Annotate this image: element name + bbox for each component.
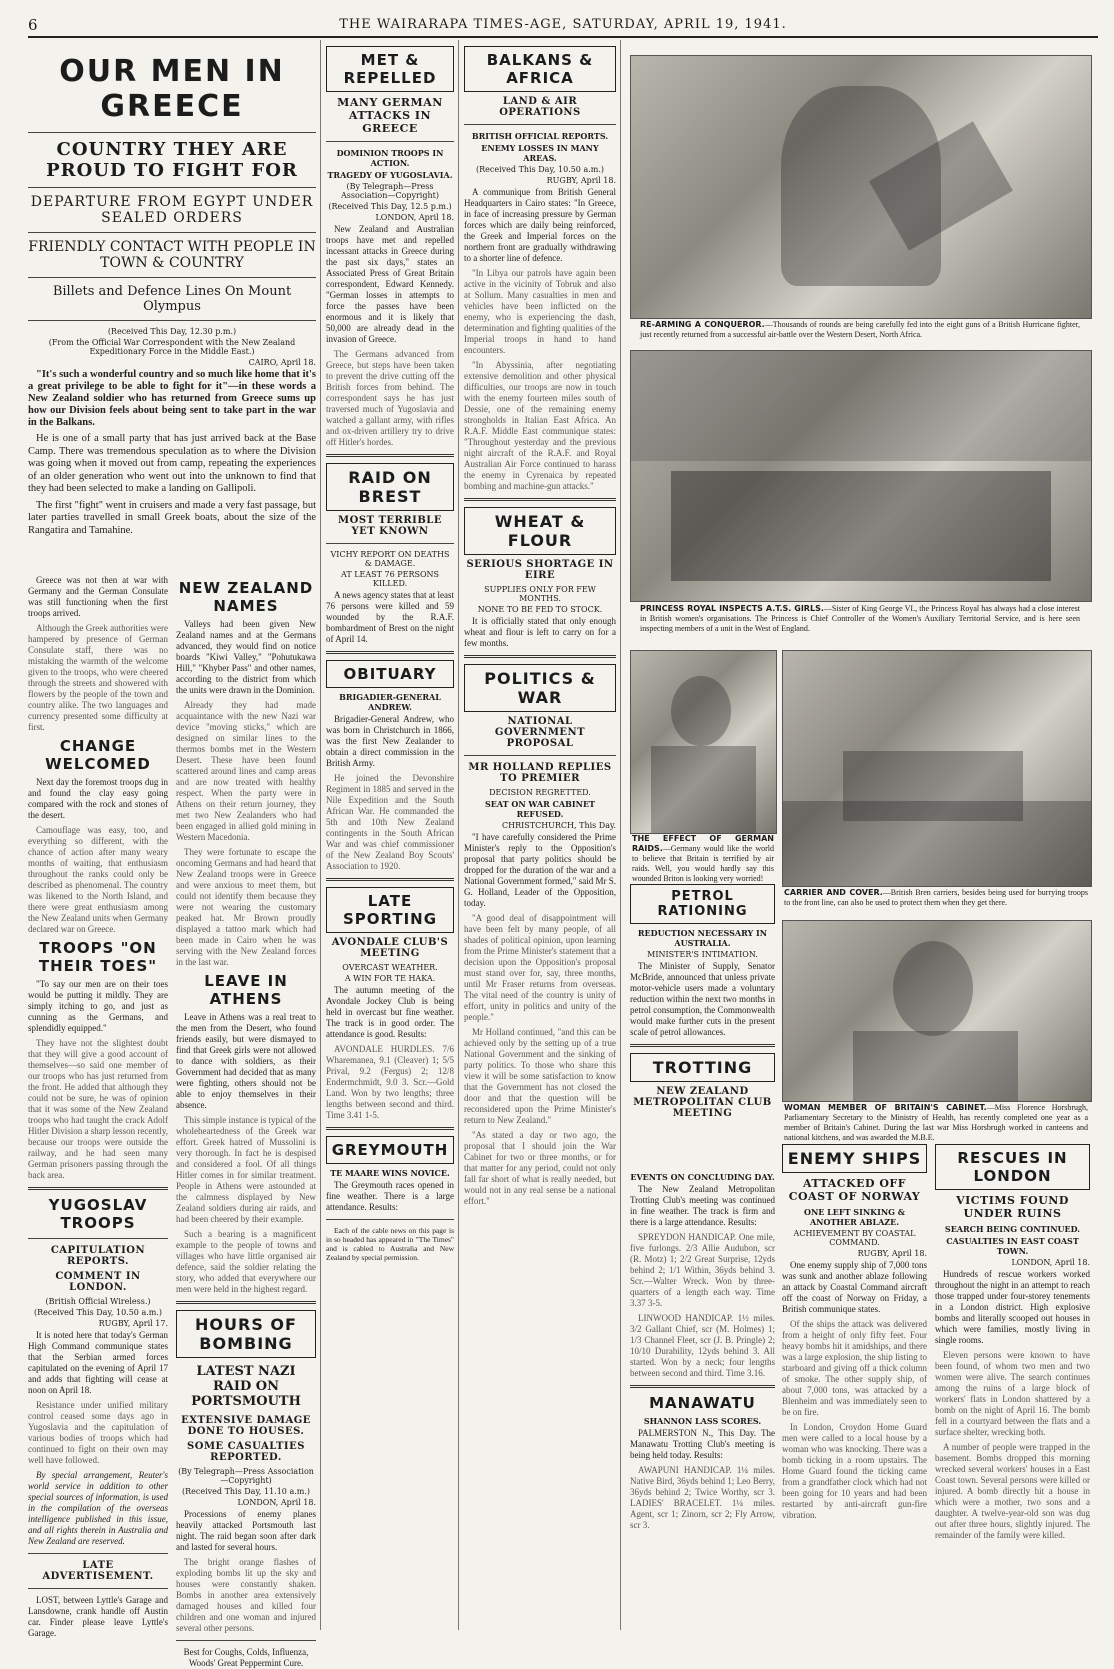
photo-princess-royal-ats [630, 350, 1092, 602]
dateline: (Received This Day, 11.10 a.m.) [182, 1487, 310, 1496]
met-subhead-3: TRAGEDY OF YUGOSLAVIA. [327, 170, 453, 180]
lead-headline: OUR MEN IN GREECE [59, 54, 285, 124]
lead-subhead: COUNTRY THEY ARE PROUD TO FIGHT FOR [46, 139, 298, 181]
ships-subhead-3: ACHIEVEMENT BY COASTAL COMMAND. [793, 1229, 916, 1247]
hours-of-bombing-headline: HOURS OF BOMBING [176, 1310, 316, 1358]
lead-subhead-2: DEPARTURE FROM EGYPT UNDER SEALED ORDERS [30, 194, 314, 226]
sporting-subhead-3: A WIN FOR TE HAKA. [344, 974, 436, 983]
source-line: (By Telegraph—Press Association—Copyright) [341, 182, 439, 200]
story-paragraph: The Minister of Supply, Senator McBride, announced that unless private motor-vehicle users made a voluntary reduction within the next two months in petrol consumption, the Commonwealth would make further cuts in the present scale of petrol allowances. [630, 961, 775, 1037]
story-paragraph: The first "fight" went in cruisers and made a very fast passage, but later parties travelled in small Greek boats, about the size of the Rangatira and Tamahine. [28, 499, 316, 536]
story-paragraph: New Zealand and Australian troops have met and repelled incessant attacks in Greece during the past six days," states an Associated Press of Great Britain correspondent, Edward Kennedy. "German losses in attempts to force the passes have been enormous and it is likely that 50,000 are already dead in the invasion of Greece. [326, 224, 454, 344]
caption-text: —Germany would like the world to believe that Britain is terrified by air raids. Well, you would hardly say this wounded Briton is looking very worried! [632, 844, 774, 883]
balkans-subhead: LAND & AIR OPERATIONS [499, 96, 581, 118]
placeline: RUGBY, April 18. [857, 1249, 927, 1258]
placeline: CHRISTCHURCH, This Day. [501, 821, 616, 830]
wheat-subhead-2: SUPPLIES ONLY FOR FEW MONTHS. [484, 585, 596, 603]
nz-names-headline: NEW ZEALAND NAMES [178, 579, 314, 615]
raid-subhead-2: VICHY REPORT ON DEATHS & DAMAGE. [330, 550, 450, 568]
petrol-subhead: REDUCTION NECESSARY IN AUSTRALIA. [637, 928, 768, 948]
dateline: (Received This Day, 10.50 a.m.) [34, 1308, 162, 1317]
photo-hurricane-rearming [630, 55, 1092, 319]
trotting-subhead-2: EVENTS ON CONCLUDING DAY. [630, 1172, 775, 1182]
caption-wounded-briton [632, 834, 774, 884]
greymouth-headline: GREYMOUTH [326, 1136, 454, 1164]
caption-princess-royal [640, 604, 1080, 634]
subcolumn-1a: Greece was not then at war with Germany and the German Consulate was still functioning when the first troops arrived. Although the Greek authorities were hampered by presence of German Consulate staff, there was no mistaking the warmth of the welcome given to the troops, who were cheered through the streets and showered with flowers by the people of the town and country alike. The two languages and currency presented some difficulty at first. CHANGE WELCOMED Next day the foremost troops dug in and found the clay easy going compared with the rock and stones of the desert. Camouflage was easy, too, and everything so different, with the chance of action after many weary months of waiting, that enthusiasm throughout the ranks could only be described as phenomenal. The country was likened to the North Island, and there were great enthusiasm among the New Zealand units when Germany declared war on Greece. TROOPS "ON THEIR TOES" "To say our men are on their toes would be putting it mildly. They are simply itching to go, and just as cunning as the Germans, and splendidly equipped." They have not the slightest doubt that they will give a good account of themselves—so said one member of our troops who has just returned from the front. He added that although they could not be sure, he was of opinion that it was some of the New Zealand troops who had taught the crack Adolf Hitler Division a sharp lesson recently, because our troops were outside the railway, and he had seen many German prisoners passing through the back area. YUGOSLAV TROOPS CAPITULATION REPORTS. COMMENT IN LONDON. (British Official Wireless.) (Received This Day, 10.50 a.m.) RUGBY, April 17. It is noted here that today's German High Command communique states that the Serbian armed forces capitulated on the evening of April 17 and adds that fighting will cease at noon on April 18. Resistance under unified military control ceased some days ago in Yugoslavia and the capitulation of various bodies of troops which had continued to fight on their own may well have followed. By special arrangement, Reuter's world service in addition to other special sources of information, is used in the compilation of the overseas intelligence published in this issue, and all rights therein in Australia and New Zealand are reserved. LATE ADVERTISEMENT. LOST, between Lyttle's Garage and Lansdowne, crank handle off Austin car. Finder please leave Lyttle's Garage. [28, 575, 168, 1638]
column-3: MET & REPELLED MANY GERMAN ATTACKS IN GREECE DOMINION TROOPS IN ACTION. TRAGEDY OF YUGOSLAVIA. (By Telegraph—Press Association—Copyright) (Received This Day, 12.5 p.m.) LONDON, April 18. New Zealand and Australian troops have met and repelled incessant attacks in Greece during the past six days," states an Associated Press of Great Britain correspondent, Edward Kennedy. "German losses in attempts to force the passes have been enormous and it is likely that 50,000 are already dead in the invasion of Greece. The Germans advanced from Greece, but steps have been taken to prevent the drive cutting off the British forces from behind. The correspondent says he has just traversed much of Yugoslavia and watched a gallant army, with rifles and ox-driven artillery try to drive off Hitler's hordes. RAID ON BREST MOST TERRIBLE YET KNOWN VICHY REPORT ON DEATHS & DAMAGE. AT LEAST 76 PERSONS KILLED. A news agency states that at least 76 persons were killed and 59 wounded by the R.A.F. bombardment of Brest on the night of April 14. OBITUARY BRIGADIER-GENERAL ANDREW. Brigadier-General Andrew, who was born in Christchurch in 1866, was the first New Zealander to obtain a direct commission in the British Army. He joined the Devonshire Regiment in 1885 and served in the Nile Expedition and the South African War. He commanded the 5th and 10th New Zealand contingents in the South African War and was chief commissioner of the New Zealand Boy Scouts' Association to 1920. LATE SPORTING AVONDALE CLUB'S MEETING OVERCAST WEATHER. A WIN FOR TE HAKA. The autumn meeting of the Avondale Jockey Club is being held in overcast but fine weather. The track is in good order. The attendance is good. Results: AVONDALE HURDLES. 7/6 Wharemanea, 9.1 (Cleaver) 1; 5/5 Prival, 9.2 (Fergus) 2; 12/8 Endermchmidt, 9.0 3. Scr.—Gold Land. Won by two lengths; three lengths between second and third. Time 3.41 1-5. GREYMOUTH TE MAARE WINS NOVICE. The Greymouth races opened in fine weather. There is a large attendance. Results: Each of the cable news on this page is in so headed has appeared in "The Times" and is cabled to Australia and New Zealand by special permission. [326, 42, 454, 1632]
story-paragraph: Valleys had been given New Zealand names and at the Germans advanced, they would find on notice boards "Kiwi Valley," "Pohutukawa Hill," "Khyber Pass" and other names, according to the district from which the units were drawn in the Dominion. [176, 619, 316, 695]
photo-wounded-briton [630, 650, 777, 834]
hours-subhead: LATEST NAZI RAID ON PORTSMOUTH [191, 1364, 301, 1409]
manawatu-headline: MANAWATU [649, 1394, 756, 1412]
met-repelled-headline: MET & REPELLED [326, 46, 454, 92]
column-5b: EVENTS ON CONCLUDING DAY. The New Zealand Metropolitan Trotting Club's meeting was continued in fine weather. The track is firm and there is a large attendance. Results: SPREYDON HANDICAP. One mile, five furlongs. 2/3 Allie Audubon, scr (R. Motz) 1; 2/2 Great Surprise, 12yds behind 2; 1/1 Within, 36yds behind 3. Scr.—Walter Wreck. Won by three-quarters of a length each way. Time 3.37 3-5. LINWOOD HANDICAP. 1½ miles. 3/2 Gallant Chief, scr (M. Holmes) 1; 1/3 Channel Fleet, scr (J. B. Pringle) 2; 10/10 Durability, 12yds behind 3. All started. Won by a neck; four lengths between second and third. Time 3.16. MANAWATU SHANNON LASS SCORES. PALMERSTON N., This Day. The Manawatu Trotting Club's meeting is being held today. Results: AWAPUNI HANDICAP. 1¼ miles. Native Bird, 36yds behind 1; Leo Berry, 36yds behind 2; Twice Worthy, scr 3. LADIES' BRACELET. 1¼ miles. Agent, scr 1; Zinorn, scr 2; Fly Arrow, scr 3. [630, 1172, 775, 1530]
caption-text: —British Bren carriers, besides being used for burrying troops to the front line, can also be used to protect them when they get there. [784, 888, 1088, 907]
source-line: (By Telegraph—Press Association—Copyright) [178, 1467, 314, 1485]
story-paragraph: "I have carefully considered the Prime Minister's reply to the Opposition's proposal that party politics should be dropped for the duration of the war and a National Government formed," said Mr S. G. Holland, Leader of the Opposition, today. [464, 832, 616, 908]
balkans-subhead-3: ENEMY LOSSES IN MANY AREAS. [481, 143, 599, 163]
petrol-subhead-2: MINISTER'S INTIMATION. [647, 950, 758, 959]
column-rule [320, 40, 321, 1630]
raid-on-brest-headline: RAID ON BREST [326, 463, 454, 511]
ad-peppermint-cure: Best for Coughs, Colds, Influenza, Woods' Great Peppermint Cure. [183, 1647, 309, 1668]
rescues-in-london-headline: RESCUES IN LONDON [935, 1144, 1090, 1190]
source-line: (From the Official War Correspondent with the New Zealand Expeditionary Force in the Middle East.) [48, 338, 296, 356]
politics-subhead: NATIONAL GOVERNMENT PROPOSAL [494, 716, 586, 749]
story-paragraph: PALMERSTON N., This Day. The Manawatu Trotting Club's meeting is being held today. Results: [630, 1428, 775, 1460]
sporting-subhead-2: OVERCAST WEATHER. [342, 963, 438, 972]
lead-paragraph: "It's such a wonderful country and so much like home that it's a great privilege to be able to fight for it"—in these words a New Zealand soldier who has returned from Greece sums up how our Division feels about being sent to take part in the war in the Balkans. [28, 369, 316, 428]
hours-subhead-3: SOME CASUALTIES REPORTED. [187, 1441, 305, 1463]
story-paragraph: Greece was not then at war with Germany and the German Consulate was still functioning when the first troops arrived. [28, 575, 168, 618]
story-paragraph: He is one of a small party that has just arrived back at the Base Camp. There was tremendous speculation as to where the Division was going when it moved out from camp, repeating the experiences of an older generation who went out into the unknown to find that they had been selected to make a landing on Gallipoli. [28, 433, 316, 494]
story-paragraph: "To say our men are on their toes would be putting it mildly. They are simply itching to go, and just as cunning as the Germans, and splendidly equipped." [28, 979, 168, 1033]
story-paragraph: The Greymouth races opened in fine weather. There is a large attendance. Results: [326, 1180, 454, 1212]
sporting-subhead: AVONDALE CLUB'S MEETING [331, 937, 449, 959]
wheat-subhead: SERIOUS SHORTAGE IN EIRE [466, 559, 614, 581]
caption-text: —Miss Florence Horsbrugh, Parliamentary Secretary to the Ministry of Health, has recently completed one year as a member of Britain's Cabinet. During the last war Miss Horsbrugh worked in canteens and national kitchens, and was awarded the M.B.E. [784, 1103, 1088, 1142]
enemy-ships-headline: ENEMY SHIPS [782, 1144, 927, 1173]
caption-title: THE EFFECT OF GERMAN RAIDS. [632, 834, 774, 853]
politics-subhead-4: SEAT ON WAR CABINET REFUSED. [484, 799, 595, 819]
photo-bren-carriers [782, 650, 1092, 887]
caption-text: —Sister of King George VI., the Princess Royal has always had a close interest in British women's organisations. The Princess is Chief Controller of the Women's Auxiliary Territorial Service, and is here seen inspecting members of a unit in the West of England. [640, 604, 1080, 633]
yugoslav-troops-headline: YUGOSLAV TROOPS [48, 1196, 148, 1232]
column-rule [458, 40, 459, 1630]
placeline: CAIRO, April 18. [248, 358, 316, 367]
trotting-subhead: NEW ZEALAND METROPOLITAN CLUB MEETING [633, 1086, 772, 1119]
page-number: 6 [28, 16, 39, 34]
caption-title: RE-ARMING A CONQUEROR. [640, 320, 765, 329]
subhead-troops-on-toes: TROOPS "ON THEIR TOES" [38, 939, 158, 975]
column-6: ENEMY SHIPS ATTACKED OFF COAST OF NORWAY ONE LEFT SINKING & ANOTHER ABLAZE. ACHIEVEMENT BY COASTAL COMMAND. RUGBY, April 18. One enemy supply ship of 7,000 tons was sunk and another ablaze following an attack by Coastal Command aircraft off the coast of Norway on Friday, a British communique states. Of the ships the attack was delivered from a height of only fifty feet. Four heavy bombs hit it amidships, and there was a large explosion, the ship listing to starboard and giving off a thick column of smoke. The other supply ship, of about 7,000 tons, was attacked by a Blenheim and was immediately seen to be on fire. In London, Croydon Home Guard men were called to a local house by a woman who was knocking. There was a bomb ticking in a room upstairs. The Home Guard found the ticking came from a grandfather clock which had not been going for 10 years and had been restarted by anti-aircraft gun-fire vibration. [782, 1140, 927, 1630]
story-paragraph: It is officially stated that only enough wheat and flour is left to carry on for a few months. [464, 616, 616, 648]
politics-subhead-2: MR HOLLAND REPLIES TO PREMIER [468, 762, 612, 784]
wheat-flour-headline: WHEAT & FLOUR [464, 507, 616, 555]
met-subhead-2: DOMINION TROOPS IN ACTION. [336, 148, 444, 168]
story-paragraph: It is noted here that today's German High Command communique states that the Serbian armed forces capitulated on the evening of April 17 and adds that fighting will cease at noon on April 18. [28, 1330, 168, 1395]
politics-subhead-3: DECISION REGRETTED. [489, 788, 591, 797]
column-5 [630, 880, 775, 1170]
story-paragraph: The New Zealand Metropolitan Trotting Club's meeting was continued in fine weather. The track is firm and there is a large attendance. Results: [630, 1184, 775, 1227]
column-4: BALKANS & AFRICA LAND & AIR OPERATIONS BRITISH OFFICIAL REPORTS. ENEMY LOSSES IN MANY AREAS. (Received This Day, 10.50 a.m.) RUGBY, April 18. A communique from British General Headquarters in Cairo states: "In Greece, in face of increasing pressure by German forces which are daily being reinforced, the Greek and Imperial forces on the northern front are gradually withdrawing to a shorter line of defence. "In Libya our patrols have again been active in the vicinity of Tobruk and also at Sollum. Many casualties in men and vehicles have been inflicted on the enemy, who is experiencing the dash, determination and fighting qualities of the Imperial troops in hand to hand encounters. "In Abyssinia, after negotiating extensive demolition and other physical difficulties, our troops are now in touch with the enemy fourteen miles south of Dessie, one of the remaining enemy strongholds in Italian East Africa. An R.A.F. Middle East communique states: "Throughout yesterday and the previous night aircraft of the R.A.F. and Royal Australian Air Force continued to harass the enemy in Cyrenaica by repeated bombing and machine-gun attacks." WHEAT & FLOUR SERIOUS SHORTAGE IN EIRE SUPPLIES ONLY FOR FEW MONTHS. NONE TO BE FED TO STOCK. It is officially stated that only enough wheat and flour is left to carry on for a few months. POLITICS & WAR NATIONAL GOVERNMENT PROPOSAL MR HOLLAND REPLIES TO PREMIER DECISION REGRETTED. SEAT ON WAR CABINET REFUSED. CHRISTCHURCH, This Day. "I have carefully considered the Prime Minister's reply to the Opposition's proposal that party politics should be dropped for the duration of the war and a National Government formed," said Mr S. G. Holland, Leader of the Opposition, today. "A good deal of disappointment will have been felt by many people, of all shades of political opinion, upon learning from the Prime Minister's statement that a decision upon the Opposition's proposal must stand over for, say, three months, until Mr Fraser returns from overseas. The vital need of the country is unity of effort, unity in politics and unity of the people." Mr Holland continued, "and this can be achieved only by the setting up of a true National Government and the sinking of party politics. To those who share this view it will be some satisfaction to know that the Government has not closed the door and that the question will be reconsidered upon the Prime Minister's return to New Zealand." "As stated a day or two ago, the proposal that I should join the War Cabinet for two or three months, or for that matter for any period, could not only fall far short of what is really needed, but would not in any real sense be a national effort." [464, 42, 616, 1632]
subcolumn-1b: NEW ZEALAND NAMES Valleys had been given New Zealand names and at the Germans advanced, they would find on notice boards "Kiwi Valley," "Pohutukawa Hill," "Khyber Pass" and other names, according to the district from which the units were drawn in the Dominion. Already they had made acquaintance with the new Nazi war device "moving sticks," which are designed on similar lines to the thermos bombs met in the Western Desert. These have been found scattered around lines and camp areas and are now treated with healthy respect. When the party were in Athens on their return journey, they met two New Zealanders who had been engaged in allied gold mining in Western Macedonia. They were fortunate to escape the oncoming Germans and had heard that New Zealand troops were in Greece and were anxious to meet them, but could not identify them because they were not wearing the customary peaked hat. Mr Brown proudly displayed a tattoo mark which had been made in Cairo when he was serving with the New Zealand forces in the last war. LEAVE IN ATHENS Leave in Athens was a real treat to the men from the Desert, who found friends easily, but were dismayed to find that Greek girls were not allowed to dance with soldiers, as their Government had decided that as many were fighting, others should not be able to enjoy themselves in their absence. This simple instance is typical of the wholeheartedness of the Greek war effort. Greek hatred of Mussolini is very thorough. In fact he is despised and considered a fool. Of all things Hitler comes in for similar treatment. People in Athens were astounded at the calmness displayed by New Zealand soldiers during air raids, and had been cheered by their example. Such a bearing is a magnificent example to the people of towns and villages who have little organised air defence, said the soldier relating the story, who added that everywhere our men were held in the highest regard. HOURS OF BOMBING LATEST NAZI RAID ON PORTSMOUTH EXTENSIVE DAMAGE DONE TO HOUSES. SOME CASUALTIES REPORTED. (By Telegraph—Press Association—Copyright) (Received This Day, 11.10 a.m.) LONDON, April 18. Processions of enemy planes heavily attacked Portsmouth last night. The raid began soon after dark and lasted for several hours. The bright orange flashes of exploding bombs lit up the sky and houses were constantly shaken. Bombs in another area extensively damaged houses and killed four children and one woman and injured several other persons. Best for Coughs, Colds, Influenza, Woods' Great Peppermint Cure. [176, 579, 316, 1668]
caption-title: PRINCESS ROYAL INSPECTS A.T.S. GIRLS. [640, 604, 824, 613]
caption-title: WOMAN MEMBER OF BRITAIN'S CABINET. [784, 1103, 987, 1112]
placeline: LONDON, April 18. [237, 1498, 316, 1507]
wheat-subhead-3: NONE TO BE FED TO STOCK. [477, 605, 603, 614]
caption-hurricane [640, 320, 1080, 340]
raid-subhead: MOST TERRIBLE YET KNOWN [338, 515, 442, 537]
lead-subhead-3: FRIENDLY CONTACT WITH PEOPLE IN TOWN & COUNTRY [28, 239, 316, 271]
politics-war-headline: POLITICS & WAR [464, 664, 616, 712]
met-subhead: MANY GERMAN ATTACKS IN GREECE [337, 96, 443, 135]
subhead-change-welcomed: CHANGE WELCOMED [45, 737, 151, 773]
masthead [28, 14, 1098, 38]
source-line: (British Official Wireless.) [45, 1297, 151, 1306]
petrol-rationing-headline: PETROL RATIONING [630, 884, 775, 924]
yugoslav-subhead-2: COMMENT IN LONDON. [55, 1271, 141, 1293]
obituary-headline: OBITUARY [326, 660, 454, 688]
rescues-subhead-3: CASUALTIES IN EAST COAST TOWN. [946, 1236, 1079, 1256]
placeline: RUGBY, April 18. [546, 176, 616, 185]
placeline: RUGBY, April 17. [98, 1319, 168, 1328]
lost-notice: LOST, between Lyttle's Garage and Lansdowne, crank handle off Austin car. Finder please leave Lyttle's Garage. [28, 1595, 168, 1638]
greymouth-subhead: TE MAARE WINS NOVICE. [330, 1168, 450, 1178]
trotting-headline: TROTTING [630, 1053, 775, 1082]
placeline: LONDON, April 18. [1011, 1258, 1090, 1267]
caption-title: CARRIER AND COVER. [784, 888, 883, 897]
story-paragraph: A communique from British General Headquarters in Cairo states: "In Greece, in face of increasing pressure by German forces which are daily being reinforced, the Greek and Imperial forces on the northern front are gradually withdrawing to a shorter line of defence. [464, 187, 616, 263]
manawatu-subhead: SHANNON LASS SCORES. [643, 1416, 762, 1426]
story-paragraph: Brigadier-General Andrew, who was born in Christchurch in 1866, was the first New Zealander to obtain a direct commission in the British Army. [326, 714, 454, 768]
caption-bren-carriers [784, 888, 1088, 908]
story-paragraph: Processions of enemy planes heavily attacked Portsmouth last night. The raid began soon after dark and lasted for several hours. [176, 1509, 316, 1552]
story-paragraph: Leave in Athens was a real treat to the men from the Desert, who found friends easily, but were dismayed to find that Greek girls were not allowed to dance with soldiers, as their Government had decided that as many were fighting, others should not be able to enjoy themselves in their absence. [176, 1012, 316, 1110]
lead-subhead-4: Billets and Defence Lines On Mount Olympus [52, 284, 292, 314]
rescues-subhead: VICTIMS FOUND UNDER RUINS [956, 1194, 1069, 1220]
story-paragraph: The autumn meeting of the Avondale Jockey Club is being held in overcast but fine weather. The track is in good order. The attendance is good. Results: [326, 985, 454, 1039]
dateline: (Received This Day, 12.5 p.m.) [328, 202, 452, 211]
balkans-subhead-2: BRITISH OFFICIAL REPORTS. [471, 131, 609, 141]
dateline: (Received This Day, 10.50 a.m.) [476, 165, 604, 174]
late-advertisement-heading: LATE ADVERTISEMENT. [42, 1560, 154, 1582]
story-paragraph: Next day the foremost troops dug in and found the clay easy going compared with the rock and stones of the desert. [28, 777, 168, 820]
late-sporting-headline: LATE SPORTING [326, 887, 454, 933]
caption-text: —Thousands of rounds are being carefully fed into the eight guns of a British Hurricane fighter, just recently returned from a successful air-battle over the Western Desert, North Africa. [640, 320, 1081, 339]
leave-in-athens-headline: LEAVE IN ATHENS [204, 972, 288, 1008]
times-cable-note: Each of the cable news on this page is in so headed has appeared in "The Times" and is cabled to Australia and New Zealand by special permission. [326, 1226, 454, 1262]
balkans-africa-headline: BALKANS & AFRICA [464, 46, 616, 92]
hours-subhead-2: EXTENSIVE DAMAGE DONE TO HOUSES. [181, 1415, 311, 1437]
column-rule [620, 40, 621, 1630]
caption-florence-horsbrugh [784, 1103, 1088, 1143]
placeline: LONDON, April 18. [375, 213, 454, 222]
story-paragraph: A news agency states that at least 76 persons were killed and 59 wounded by the R.A.F. bombardment of Brest on the night of April 14. [326, 590, 454, 644]
photo-florence-horsbrugh [782, 920, 1092, 1102]
ships-subhead-2: ONE LEFT SINKING & ANOTHER ABLAZE. [804, 1207, 905, 1227]
column-7: RESCUES IN LONDON VICTIMS FOUND UNDER RUINS SEARCH BEING CONTINUED. CASUALTIES IN EAST COAST TOWN. LONDON, April 18. Hundreds of rescue workers worked throughout the night in an attempt to reach those trapped under four-storey tenements in a London district. High explosive bombs and literally scooped out houses in which were families, mostly living in single rooms. Eleven persons were known to have been found, of whom two men and two women were alive. The search continues among the ruins of a large block of workers' flats in London shattered by a bomb on the night of April 16. The bomb fell in a courtyard between the flats and a surface shelter, wrecking both. A number of people were trapped in the basement. Bombs dropped this morning wrecked several workers' houses in a East Coast town. Several persons were killed or injured. A bomb directly hit a house in which were a mother, two sons and a daughter. A twelve-year-old son was dug out after three hours, slightly injured. The remainder of the family were killed. [935, 1140, 1090, 1630]
yugoslav-subhead: CAPITULATION REPORTS. [50, 1245, 146, 1267]
obituary-subhead: BRIGADIER-GENERAL ANDREW. [339, 692, 441, 712]
rescues-subhead-2: SEARCH BEING CONTINUED. [944, 1224, 1081, 1234]
dateline: (Received This Day, 12.30 p.m.) [107, 327, 237, 336]
newspaper-title: THE WAIRARAPA TIMES-AGE, SATURDAY, APRIL 19, 1941. [339, 17, 787, 32]
raid-subhead-3: AT LEAST 76 PERSONS KILLED. [341, 570, 439, 588]
story-paragraph: Hundreds of rescue workers worked throughout the night in an attempt to reach those trapped under four-storey tenements in a London district. High explosive bombs and literally scooped out houses in which were families, mostly living in single rooms. [935, 1269, 1090, 1345]
story-paragraph: One enemy supply ship of 7,000 tons was sunk and another ablaze following an attack by Coastal Command aircraft off the coast of Norway on Friday, a British communique states. [782, 1260, 927, 1314]
ships-subhead: ATTACKED OFF COAST OF NORWAY [788, 1177, 921, 1203]
reuter-note: By special arrangement, Reuter's world service in addition to other special sources of information, is used in the compilation of the overseas intelligence published in this issue, and all rights therein in Australia and New Zealand are reserved. [28, 1470, 168, 1546]
